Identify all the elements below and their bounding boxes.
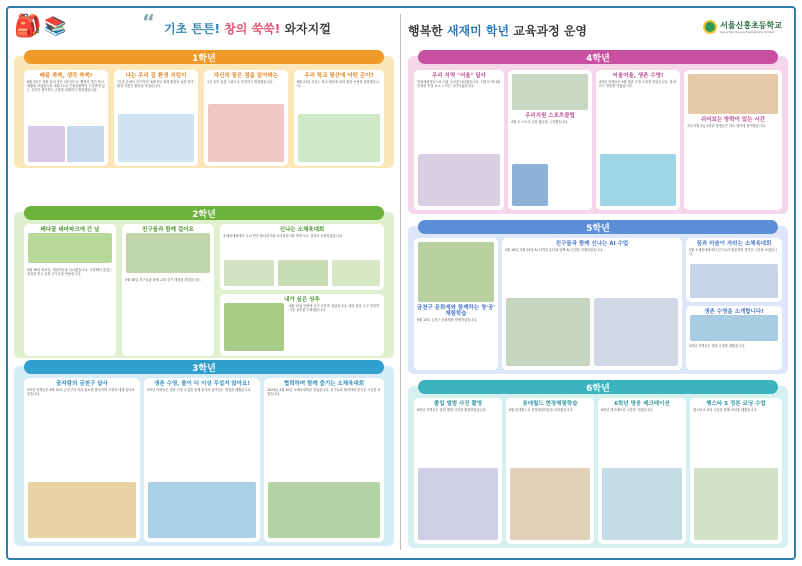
card-text: 5월 소체육대회에서 친구들과 협동하며 즐거운 시간을 보냈습니다. — [689, 248, 778, 257]
card-text: 5학년 학생들은 생존 수영을 배웠습니다. — [689, 344, 746, 348]
grade5-label: 5학년 — [418, 220, 778, 234]
books-icon: 📚 — [44, 16, 67, 37]
card-title: 금천구 문화재와 함께하는 창'공' 체험학습 — [416, 305, 496, 317]
right-page — [408, 14, 788, 550]
photo — [602, 468, 682, 540]
card-title: 졸업 앨범 사진 촬영 — [433, 401, 483, 407]
grade6-card-4 — [690, 398, 782, 544]
card-title: 우리 학교 뒷산에 어떤 곤이? — [304, 73, 374, 79]
grade5-card-2 — [686, 238, 782, 302]
quote-icon: “ — [142, 10, 156, 34]
photo — [690, 264, 778, 298]
card-title: 어울어울, 생존 수영! — [612, 73, 664, 79]
photo — [126, 233, 210, 273]
card-text: 지난 5월 2일 4학년 학생들은 학교 행사에 참여했습니다. — [687, 124, 766, 128]
card-text: 2024년 4월 30일 소체육대회를 열었습니다. 친구들과 협력하며 즐거운 시간을 보냈습니다. — [267, 388, 381, 397]
grade1-card-3 — [204, 70, 288, 166]
card-text: 3학년 학생들은 생존 수영 수업을 통해 물에서 살아남는 방법을 배웠습니다. — [147, 388, 252, 392]
photo — [600, 154, 676, 206]
card-title: 행스타 S 정본 코딩 수업 — [706, 401, 766, 407]
card-text: 6월 롯데월드로 현장체험학습을 다녀왔습니다. — [509, 408, 574, 412]
card-text: 현장체험학습으로 서울 곳곳을 다녀왔습니다. 서울의 역사와 문화를 직접 보고 느끼는 시간이었습니다. — [417, 80, 501, 89]
grade1-card-2 — [114, 70, 198, 166]
grade4-label: 4학년 — [418, 50, 778, 64]
card-title: 우리 지역 "서울" 답사 — [432, 73, 486, 79]
card-title: 신나는 소체육대회 — [279, 227, 325, 233]
photo — [67, 126, 104, 162]
grade6-card-1 — [414, 398, 502, 544]
school-emblem-icon — [703, 20, 717, 34]
grade4-card-3 — [508, 70, 592, 210]
photo — [224, 303, 284, 351]
card-title: 생존 수영, 물이 더 이상 무섭지 않아요! — [154, 381, 250, 387]
right-title — [408, 22, 587, 39]
title-part-a: 행복한 — [408, 24, 443, 38]
grade5-card-1 — [502, 238, 682, 370]
school-logo-block — [703, 20, 782, 34]
title-part-b: 새재미 학년 — [446, 24, 510, 38]
card-text: 4월 18일 화요일, 체험학습을 다녀왔습니다. 도착해서 맛있는 점심을 먹고 동물 친구들을 만났습니다. — [27, 268, 113, 277]
photo — [224, 260, 274, 286]
card-title: 우리지원 스포츠클럽 — [525, 113, 575, 119]
grade3-card-3 — [264, 378, 384, 542]
photo — [28, 126, 65, 162]
photo — [694, 468, 778, 540]
left-page — [14, 10, 394, 550]
card-title: 배다골 테마파크에 간 날 — [40, 227, 100, 233]
card-title: 꿈과 미술이 자라는 소체육대회 — [696, 241, 772, 247]
grade3-card-1 — [24, 378, 140, 542]
photo — [298, 114, 380, 162]
card-text: 6학년 학생들은 졸업 앨범 사진을 촬영하였습니다. — [417, 408, 487, 412]
card-text: 6월 21일 우리는 학교 뒷산에 올라 꽃과 곤충을 관찰했습니다. — [297, 80, 379, 89]
photo — [208, 104, 284, 162]
photo — [268, 482, 380, 538]
grade1-label: 1학년 — [24, 50, 384, 64]
photo — [28, 233, 112, 263]
grade3-label: 3학년 — [24, 360, 384, 374]
card-title: 6학년 영웅 레크레이션 — [614, 401, 670, 407]
grade3-card-2 — [144, 378, 260, 542]
photo — [690, 315, 778, 341]
grade6-label: 6학년 — [418, 380, 778, 394]
card-title: 나는 우리 집 환경 지킴이 — [125, 73, 187, 79]
card-text: 5월 30일 친구들과 함께 교내 걷기 대회를 하였습니다. — [125, 278, 201, 282]
photo — [506, 298, 590, 366]
grade2-card-2 — [122, 224, 214, 356]
card-text: 4학년 학생들은 4월 생존 수영 교육을 받았습니다. 물에 뜨는 방법을 익혔습니다. — [599, 80, 676, 89]
photo — [148, 482, 256, 538]
card-title: 친구들과 함께 신나는 AI 수업 — [555, 241, 629, 247]
card-title: 친구들과 함께 걸어요 — [142, 227, 194, 233]
school-name: 서울신흥초등학교 — [720, 20, 782, 30]
card-text: 3학년 학생들은 6월 20일 금천구의 여러 장소를 답사하며 고장에 대해 알아보았습니다. — [27, 388, 135, 397]
grade6-card-3 — [598, 398, 686, 544]
card-text: "우리 손에서 지구까지" 6월 5일 세계 환경의 날을 맞아 환경 지킴이 활동을 하였습니다. — [117, 80, 194, 89]
grade4-card-4 — [684, 70, 782, 210]
card-text: 6월 14일 금천구 문화재를 탐방하였습니다. — [417, 318, 478, 322]
card-text: 1년 동안 꿈을 그림으로 표현하고 발표했습니다. — [207, 80, 274, 84]
grade2-card-1 — [24, 224, 116, 356]
photo — [418, 154, 500, 206]
center-divider — [400, 14, 401, 550]
grade1-card-1 — [24, 70, 108, 166]
card-text: 6월 3일은 책을 읽어 감은 다독왕으로 뽑혀서 멋진 학교 생활을 보냈습니다. 6월 11일 곤충관찰하여 우리반에 있는 우리가 좋아하는 곤충을 관찰하고 발표했습니다. — [27, 80, 105, 93]
title-part-c: 와자지껄 — [284, 22, 331, 36]
title-part-a: 기초 튼튼! — [164, 22, 221, 36]
photo — [594, 298, 678, 366]
card-title: 협력하며 함께 즐기는 소체육대회 — [283, 381, 365, 387]
card-title: 생존 수영을 소개합니다! — [704, 309, 764, 315]
grade5-card-left-photos — [414, 238, 498, 370]
card-text: 4월 16일, 5월 29일 AI 디지털 튜터와 함께 AI 수업을 진행하였습니다. — [505, 248, 604, 252]
card-title: 롯데월드 현장체험학습 — [522, 401, 578, 407]
grade6-card-2 — [506, 398, 594, 544]
photo — [28, 482, 136, 538]
photo — [512, 164, 548, 206]
title-part-c: 교육과정 운영 — [513, 24, 588, 38]
title-part-b: 창의 쑥쑥! — [224, 22, 281, 36]
kids-illustration-icon: 🎒 — [14, 14, 42, 39]
grade2-label: 2학년 — [24, 206, 384, 220]
card-text: 행스타 S 코딩 수업을 통해 코딩을 배웠습니다. — [693, 408, 758, 412]
grade4-card-2 — [596, 70, 680, 210]
grade1-card-4 — [294, 70, 384, 166]
card-title: 꿈자람의 금천구 답사 — [56, 381, 108, 387]
photo — [332, 260, 380, 286]
card-title: 내가 심은 상추 — [284, 297, 320, 303]
grade2-card-3 — [220, 224, 384, 290]
grade5-card-4 — [686, 306, 782, 370]
card-title: 배움 쑥쑥, 생각 쑥쑥! — [39, 73, 93, 79]
photo — [512, 74, 588, 110]
card-title: 쉬어보는 방학이 있는 시간 — [700, 117, 766, 123]
card-text: 4월 초 스포츠 클럽 활동을 시작했습니다. — [511, 120, 569, 124]
photo — [118, 114, 194, 162]
photo — [688, 74, 778, 114]
photo — [510, 468, 590, 540]
photo — [418, 468, 498, 540]
card-text: 소체육대회에서 우리 반은 줄다리기와 이어달리기를 하며 모두 열심히 응원하였습니다. — [223, 234, 343, 238]
school-name-english: Seoul Sin Heung Elementary School — [720, 29, 774, 34]
card-text: 4월 11일 텃밭에 상추 모종을 심었습니다. 매일 물을 주고 정성껏 키운 상추를 수확했습니다. — [289, 304, 380, 313]
grade2-card-4 — [220, 294, 384, 356]
grade4-card-1 — [414, 70, 504, 210]
card-title: 자신의 꿈은 점을 알아봐는 — [213, 73, 279, 79]
photo — [278, 260, 328, 286]
photo — [418, 242, 494, 302]
left-title — [142, 10, 331, 37]
card-text: 6학년 레크레이션 시간을 가졌습니다. — [601, 408, 654, 412]
